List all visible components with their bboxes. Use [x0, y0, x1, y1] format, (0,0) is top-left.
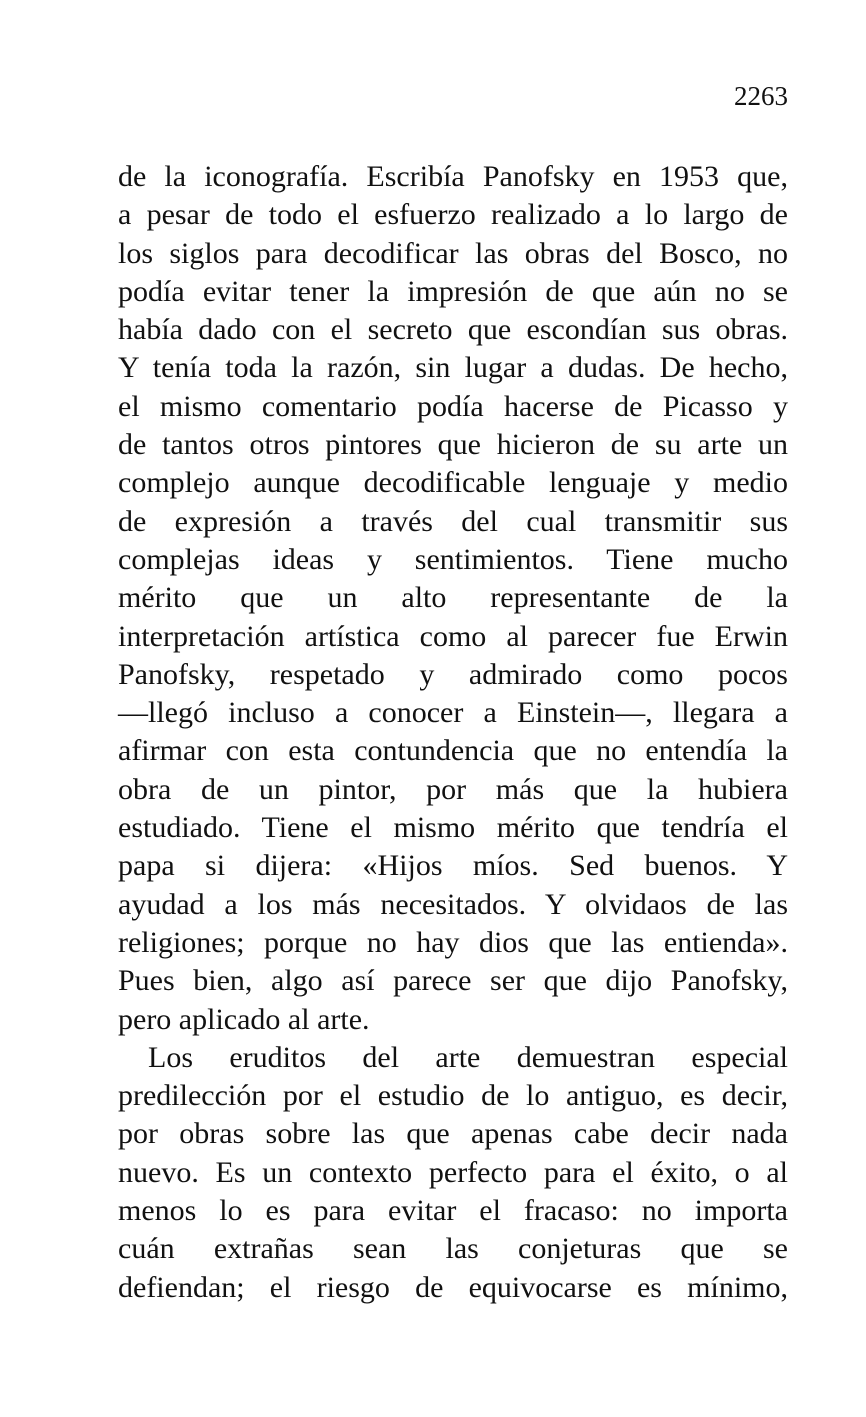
text-line: complejas ideas y sentimientos. Tiene mucho: [118, 542, 788, 576]
text-line: Y tenía toda la razón, sin lugar a dudas. De hecho,: [118, 351, 788, 385]
text-line: ayudad a los más necesitados. Y olvidaos de las: [118, 887, 788, 921]
text-line: predilección por el estudio de lo antiguo, es decir,: [118, 1079, 788, 1113]
text-line: complejo aunque decodificable lenguaje y medio: [118, 466, 788, 500]
page-number: 2263: [734, 81, 788, 111]
text-line: Pues bien, algo así parece ser que dijo Panofsky,: [118, 964, 788, 998]
text-line: interpretación artística como al parecer fue Erwin: [118, 619, 788, 653]
text-line: había dado con el secreto que escondían sus obras.: [118, 313, 788, 347]
text-line: estudiado. Tiene el mismo mérito que tendría el: [118, 811, 788, 845]
text-line: Panofsky, respetado y admirado como pocos: [118, 657, 788, 691]
body-text: [118, 158, 788, 1307]
paragraph-last-line: pero aplicado al arte.: [118, 1002, 370, 1036]
text-line: mérito que un alto representante de la: [118, 581, 788, 615]
text-line: defiendan; el riesgo de equivocarse es mínimo,: [118, 1270, 788, 1304]
text-line: afirmar con esta contundencia que no entendía la: [118, 734, 788, 768]
text-line: de expresión a través del cual transmitir sus: [118, 504, 788, 538]
text-line: podía evitar tener la impresión de que aún no se: [118, 274, 788, 308]
text-line: nuevo. Es un contexto perfecto para el éxito, o al: [118, 1155, 788, 1189]
text-line: papa si dijera: «Hijos míos. Sed buenos. Y: [118, 849, 788, 883]
text-line: de la iconografía. Escribía Panofsky en 1953 que,: [118, 160, 788, 193]
text-line: los siglos para decodificar las obras del Bosco, no: [118, 236, 788, 270]
text-line: cuán extrañas sean las conjeturas que se: [118, 1232, 788, 1266]
text-line: religiones; porque no hay dios que las entienda».: [118, 925, 788, 959]
paragraph-first-line: Los eruditos del arte demuestran especial: [148, 1040, 788, 1074]
text-line: a pesar de todo el esfuerzo realizado a lo largo de: [118, 198, 788, 232]
text-line: obra de un pintor, por más que la hubiera: [118, 772, 788, 806]
text-line: por obras sobre las que apenas cabe decir nada: [118, 1117, 788, 1151]
text-line: menos lo es para evitar el fracaso: no importa: [118, 1194, 788, 1228]
text-line: el mismo comentario podía hacerse de Picasso y: [118, 389, 788, 423]
text-line: de tantos otros pintores que hicieron de su arte un: [118, 428, 788, 462]
text-line: —llegó incluso a conocer a Einstein—, llegara a: [118, 696, 788, 730]
